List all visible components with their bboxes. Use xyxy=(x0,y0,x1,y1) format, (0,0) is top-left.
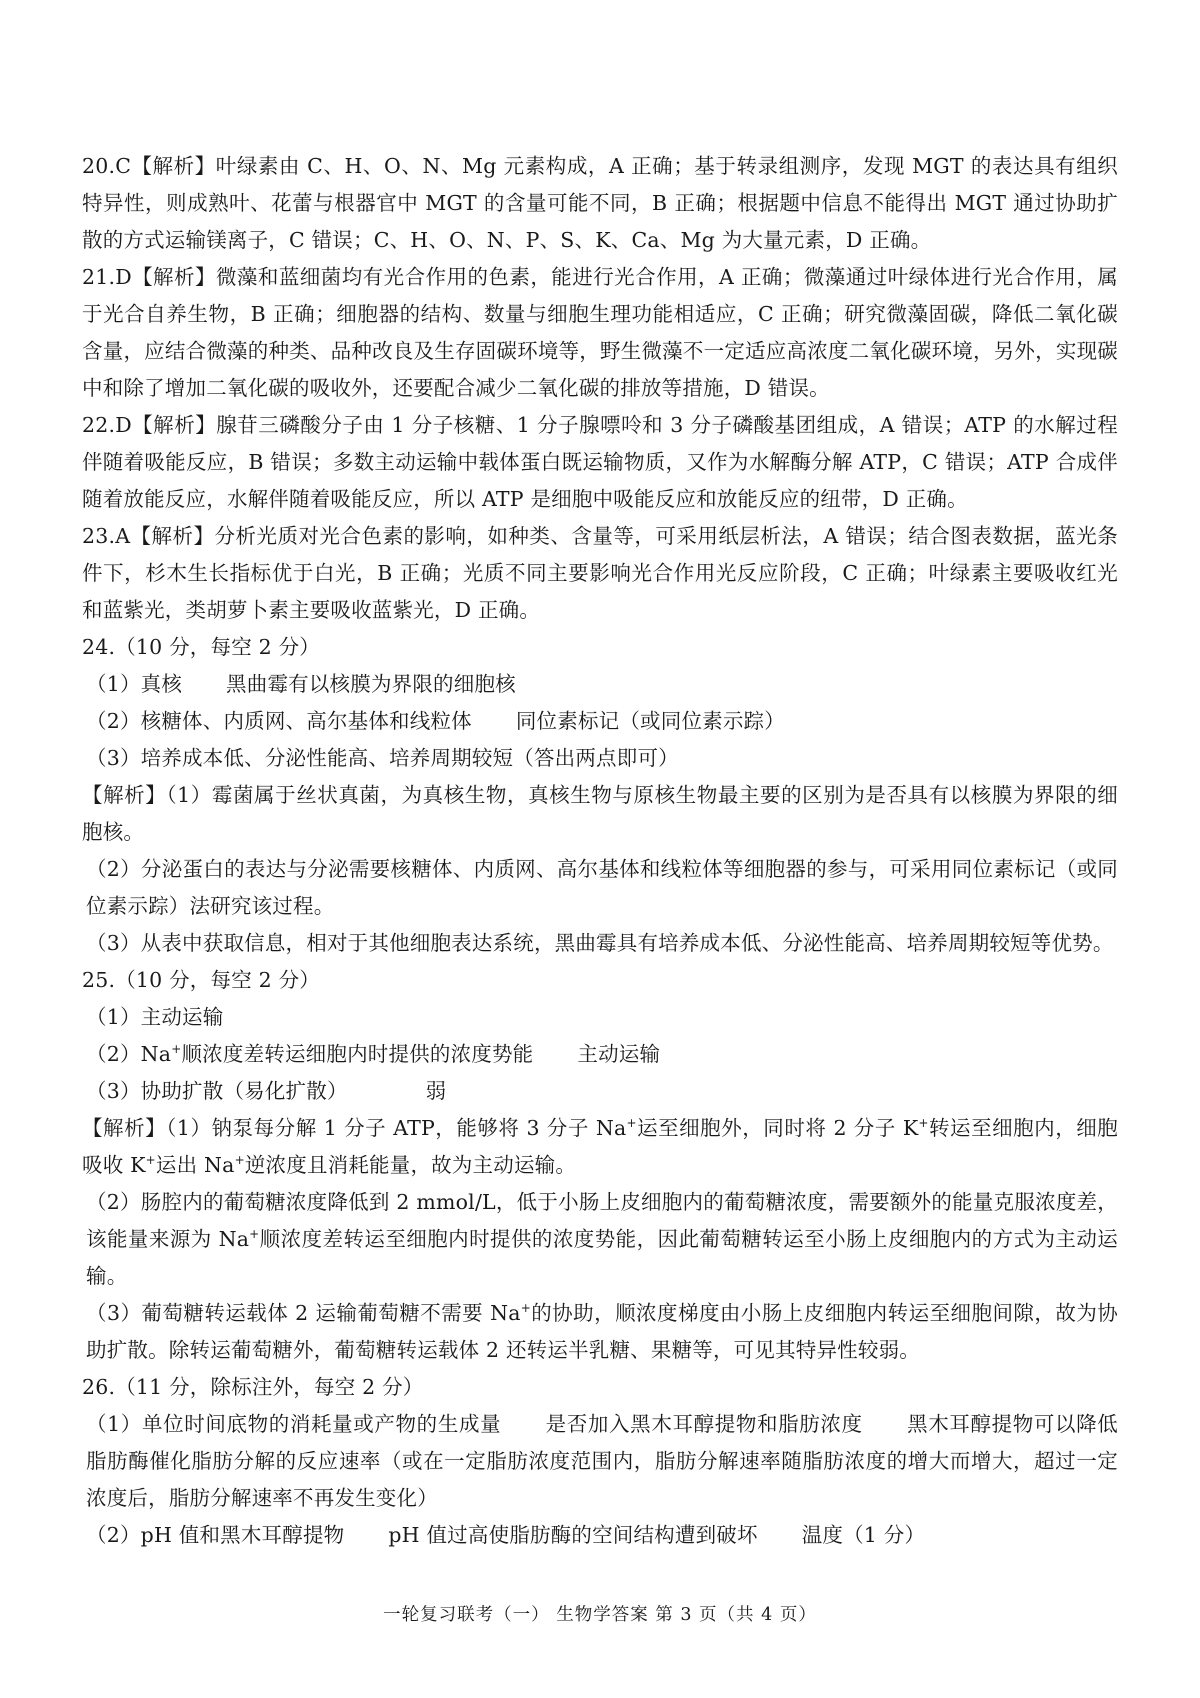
q25-explanation-2 xyxy=(82,1184,1118,1295)
q25-header: 25.（10 分，每空 2 分） xyxy=(82,968,320,992)
sup-plus: + xyxy=(918,1116,929,1131)
q24-answer-1-b: 黑曲霉有以核膜为界限的细胞核 xyxy=(226,672,516,696)
q24-answer-1-a: （1）真核 xyxy=(86,672,183,696)
q25-explanation-3 xyxy=(82,1295,1118,1369)
q24-explanation-1: 【解析】（1）霉菌属于丝状真菌，为真核生物，真核生物与原核生物最主要的区别为是否具有以核膜为界限的细胞核。 xyxy=(82,783,1118,844)
q24-answer-2-b: 同位素标记（或同位素示踪） xyxy=(515,709,785,733)
answer-content xyxy=(82,148,1118,1554)
q25-answer-3-b: 弱 xyxy=(425,1079,447,1103)
q26-answer-1-a: （1）单位时间底物的消耗量或产物的生成量 xyxy=(86,1412,502,1436)
q24-answer-3: （3）培养成本低、分泌性能高、培养周期较短（答出两点即可） xyxy=(86,746,679,770)
q26-answer-2 xyxy=(82,1517,1118,1554)
sup-plus: + xyxy=(626,1116,637,1131)
q24-answer-2 xyxy=(82,703,1118,740)
q25-e1-part-1: 【解析】（1）钠泵每分解 1 分子 ATP，能够将 3 分子 Na xyxy=(82,1116,627,1140)
q24-explanation-2: （2）分泌蛋白的表达与分泌需要核糖体、内质网、高尔基体和线粒体等细胞器的参与，可采用同位素标记（或同位素示踪）法研究该过程。 xyxy=(86,857,1118,918)
q25-answer-2-post: 顺浓度差转运细胞内时提供的浓度势能 xyxy=(181,1042,534,1066)
q25-e1-part-2: 运至细胞外，同时将 2 分子 K xyxy=(636,1116,919,1140)
q25-e1-part-4: 运出 Na xyxy=(155,1153,235,1177)
q26-answer-2-a: （2）pH 值和黑木耳醇提物 xyxy=(86,1523,345,1547)
q26-answer-1-b: 是否加入黑木耳醇提物和脂肪浓度 xyxy=(545,1412,863,1436)
q25-answer-1: （1）主动运输 xyxy=(86,1005,224,1029)
answer-20: 20.C【解析】叶绿素由 C、H、O、N、Mg 元素构成，A 正确；基于转录组测序，发现 MGT 的表达具有组织特异性，则成熟叶、花蕾与根器官中 MGT 的含量可能不同，B 正确；根据题中信息不能得出 MGT 通过协助扩散的方式运输镁离子，C 错误；C、H、O、N、P、S、K、Ca、Mg 为大量元素，D 正确。 xyxy=(82,154,1118,252)
q24-explanation-3: （3）从表中获取信息，相对于其他细胞表达系统，黑曲霉具有培养成本低、分泌性能高、培养周期较短等优势。 xyxy=(86,931,1114,955)
q26-answer-1-c: 黑木耳醇提物可以降低脂肪酶催化脂肪分解的反应速率（或在一定脂肪浓度范围内，脂肪分解速率随脂肪浓度的增大而增大，超过一定浓度后，脂肪分解速率不再发生变化） xyxy=(86,1412,1119,1510)
sup-plus: + xyxy=(234,1153,245,1168)
q25-explanation-1 xyxy=(82,1110,1118,1184)
answer-23: 23.A【解析】分析光质对光合色素的影响，如种类、含量等，可采用纸层析法，A 错误；结合图表数据，蓝光条件下，杉木生长指标优于白光，B 正确；光质不同主要影响光合作用光反应阶段，C 正确；叶绿素主要吸收红光和蓝紫光，类胡萝卜素主要吸收蓝紫光，D 正确。 xyxy=(82,524,1118,622)
q25-e2-part-2: 顺浓度差转运至细胞内时提供的浓度势能，因此葡萄糖转运至小肠上皮细胞内的方式为主动运输。 xyxy=(86,1227,1118,1288)
q26-answer-2-b: pH 值过高使脂肪酶的空间结构遭到破坏 xyxy=(388,1523,758,1547)
q24-answer-1 xyxy=(82,666,1118,703)
sup-plus: + xyxy=(249,1227,260,1242)
q25-e3-part-2: 的协助，顺浓度梯度由小肠上皮细胞内转运至细胞间隙，故为协助扩散。除转运葡萄糖外，葡萄糖转运载体 2 还转运半乳糖、果糖等，可见其特异性较弱。 xyxy=(86,1301,1118,1362)
q26-header: 26.（11 分，除标注外，每空 2 分） xyxy=(82,1375,424,1399)
q25-e1-part-5: 逆浓度且消耗能量，故为主动运输。 xyxy=(244,1153,577,1177)
page-footer: 一轮复习联考（一） 生物学答案 第 3 页（共 4 页） xyxy=(383,1605,817,1625)
q25-e2-part-1: （2）肠腔内的葡萄糖浓度降低到 2 mmol/L，低于小肠上皮细胞内的葡萄糖浓度，需要额外的能量克服浓度差，该能量来源为 Na xyxy=(86,1190,1118,1251)
q24-header: 24.（10 分，每空 2 分） xyxy=(82,635,320,659)
q25-answer-2 xyxy=(82,1036,1118,1073)
q25-e1-part-3: 转运至细胞内，细胞吸收 K xyxy=(82,1116,1118,1177)
q25-e3-part-1: （3）葡萄糖转运载体 2 运输葡萄糖不需要 Na xyxy=(86,1301,521,1325)
q26-answer-1 xyxy=(82,1406,1118,1517)
q25-answer-2-b: 主动运输 xyxy=(577,1042,661,1066)
q25-answer-3 xyxy=(82,1073,1118,1110)
q25-answer-2-pre: （2）Na xyxy=(86,1042,172,1066)
sup-plus: + xyxy=(145,1153,156,1168)
answer-21: 21.D【解析】微藻和蓝细菌均有光合作用的色素，能进行光合作用，A 正确；微藻通过叶绿体进行光合作用，属于光合自养生物，B 正确；细胞器的结构、数量与细胞生理功能相适应，C 正确；研究微藻固碳，降低二氧化碳含量，应结合微藻的种类、品种改良及生存固碳环境等，野生微藻不一定适应高浓度二氧化碳环境，另外，实现碳中和除了增加二氧化碳的吸收外，还要配合减少二氧化碳的排放等措施，D 错误。 xyxy=(82,265,1118,400)
sup-plus: + xyxy=(520,1301,531,1316)
sup-plus: + xyxy=(171,1042,182,1057)
q26-answer-2-c: 温度（1 分） xyxy=(801,1523,926,1547)
q24-answer-2-a: （2）核糖体、内质网、高尔基体和线粒体 xyxy=(86,709,472,733)
q25-answer-3-a: （3）协助扩散（易化扩散） xyxy=(86,1079,348,1103)
answer-22: 22.D【解析】腺苷三磷酸分子由 1 分子核糖、1 分子腺嘌呤和 3 分子磷酸基团组成，A 错误；ATP 的水解过程伴随着吸能反应，B 错误；多数主动运输中载体蛋白既运输物质，又作为水解酶分解 ATP，C 错误；ATP 合成伴随着放能反应，水解伴随着吸能反应，所以 ATP 是细胞中吸能反应和放能反应的纽带，D 正确。 xyxy=(82,413,1118,511)
